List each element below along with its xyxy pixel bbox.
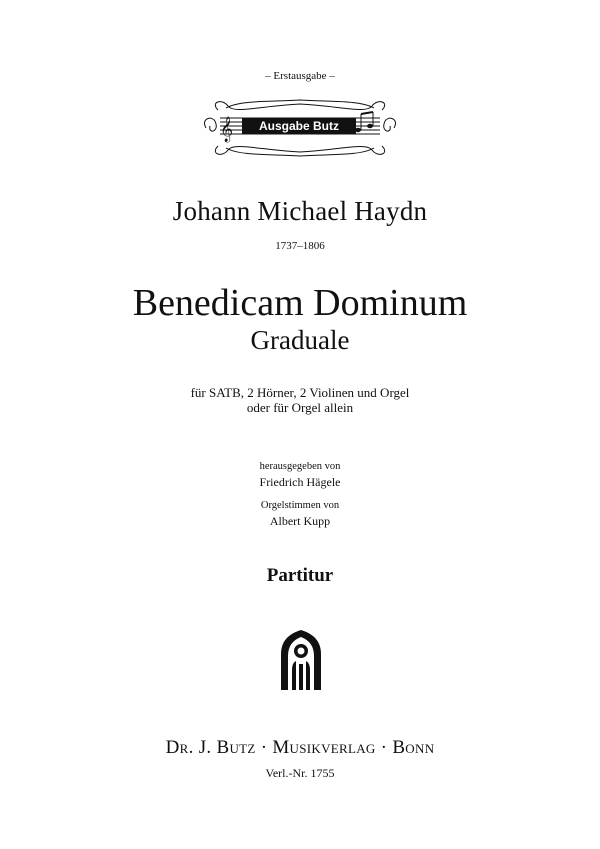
gothic-window-logo-icon xyxy=(279,630,323,690)
document-type: Partitur xyxy=(266,565,334,586)
scoring-line-2: oder für Orgel allein xyxy=(246,400,354,415)
svg-text:𝄞: 𝄞 xyxy=(220,117,234,142)
organ-parts-label: Orgelstimmen von xyxy=(260,500,340,511)
publisher-line: Dr. J. Butz · Musikverlag · Bonn xyxy=(165,737,435,758)
work-title: Benedicam Dominum xyxy=(132,282,468,324)
work-subtitle: Graduale xyxy=(250,325,350,355)
series-label: Ausgabe Butz xyxy=(258,119,340,133)
editor-name: Friedrich Hägele xyxy=(259,475,341,489)
scoring-line-1: für SATB, 2 Hörner, 2 Violinen und Orgel xyxy=(190,385,410,400)
composer-dates: 1737–1806 xyxy=(275,240,325,252)
ornamental-music-banner-icon xyxy=(200,96,400,160)
composer-name: Johann Michael Haydn xyxy=(172,196,428,226)
editor-label: herausgegeben von xyxy=(259,461,341,472)
publisher-number: Verl.-Nr. 1755 xyxy=(265,766,335,780)
organ-parts-name: Albert Kupp xyxy=(269,514,331,528)
edition-note: – Erstausgabe – xyxy=(265,70,335,82)
